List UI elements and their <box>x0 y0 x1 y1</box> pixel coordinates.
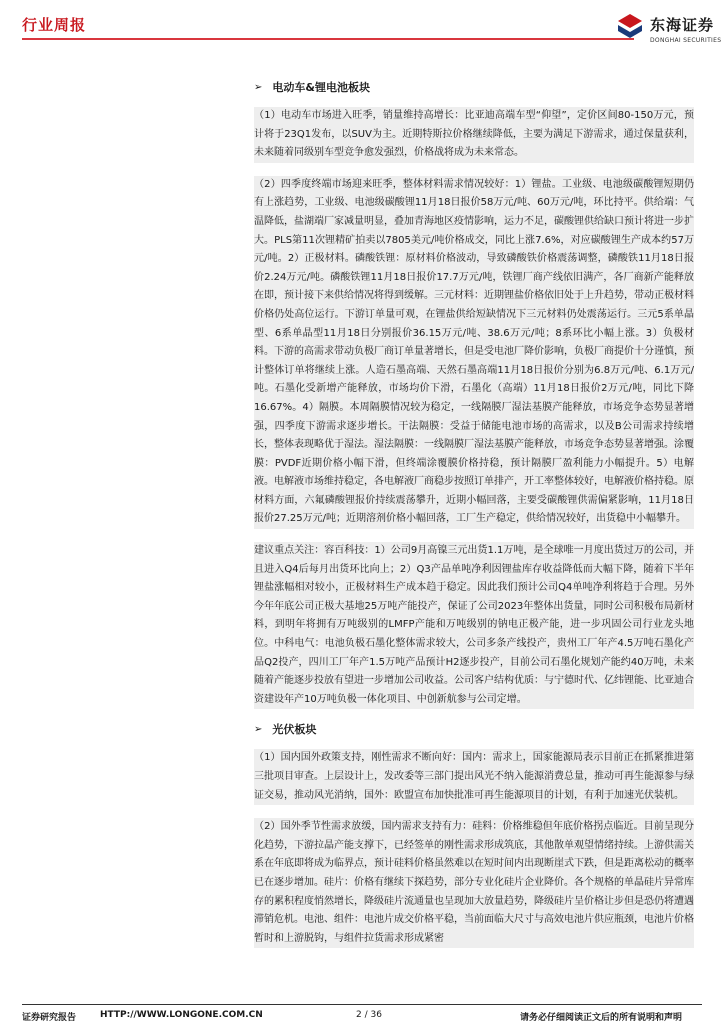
section-title-ev <box>254 80 694 95</box>
section-title-pv-text: 光伏板块 <box>272 723 317 737</box>
report-category-tag: 行业周报 <box>22 16 87 34</box>
arrow-bullet-icon: ➢ <box>254 82 263 93</box>
ev-paragraph-2: （2）四季度终端市场迎来旺季，整体材料需求情况较好：1）锂盐。工业级、电池级碳酸锂短期仍有上涨趋势，工业级、电池级碳酸锂11月18日报价58万元/吨、60万元/吨，环比持平。供给端：气温降低，盐湖端厂家减量明显，叠加青海地区疫情影响，运力不足，碳酸锂供给缺口预计将进一步扩大。PLS第11次锂精矿拍卖以7805美元/吨价格成交，同比上涨7.6%，对应碳酸锂生产成本约57万元/吨。2）正极材料。磷酸铁锂：原材料价格波动，导致磷酸铁价格震荡调整，磷酸铁11月18日报价2.24万元/吨。磷酸铁锂11月18日报价17.7万元/吨，铁锂厂商产线依旧满产，各厂商新产能释放在即，预计接下来供给情况将得到缓解。三元材料：近期锂盐价格依旧处于上升趋势，带动正极材料价格仍处高位运行。下游订单量可观，在锂盐供给短缺情况下三元材料仍处震荡运行。三元5系单晶型、6系单晶型11月18日分别报价36.15万元/吨、38.6万元/吨；8系环比小幅上涨。3）负极材料。下游的高需求带动负极厂商订单量著增长，但是受电池厂降价影响，负极厂商提价十分谨慎，预计整体订单将继续上涨。人造石墨高端、天然石墨高端11月18日报价分别为6.8万元/吨、6.1万元/吨。石墨化受新增产能释放，市场均价下滑，石墨化（高端）11月18日报价2万元/吨，同比下降16.67%。4）隔膜。本周隔膜情况较为稳定，一线隔膜厂湿法基膜产能释放，市场竞争态势显著增强，四季度下游需求逐步增长。干法隔膜：受益于储能电池市场的高需求，以及B公司需求持续增长，整体表现略优于湿法。湿法隔膜：一线隔膜厂湿法基膜产能释放，市场竞争态势显著增强。涂覆膜：PVDF近期价格小幅下滑，但终端涂覆膜价格持稳，预计隔膜厂盈利能力小幅提升。5）电解液。电解液市场维持稳定，各电解液厂商稳步按照订单排产，开工率整体较好，电解液价格持稳。原材料方面，六氟磷酸锂报价持续震荡攀升，近期小幅回落，主要受碳酸锂供需偏紧影响，11月18日报价27.25万元/吨；近期溶剂价格小幅回落，工厂生产稳定，供给情况较好，出货稳中小幅攀升。 <box>254 176 694 529</box>
main-content <box>254 80 694 953</box>
ev-paragraph-3: 建议重点关注：容百科技：1）公司9月高镍三元出货1.1万吨，是全球唯一月度出货过万的公司，并且进入Q4后每月出货环比向上；2）Q3产品单吨净利因锂盐库存收益降低而大幅下降，随着下半年锂盐涨幅相对较小，正极材料生产成本趋于稳定。因此我们预计公司Q4单吨净利将趋于合理。另外今年年底公司正极大基地25万吨产能投产，保证了公司2023年整体出货量，同时公司积极布局新材料，到明年将拥有万吨级别的LMFP产能和万吨级别的钠电正极产能，进一步巩固公司行业龙头地位。中科电气：电池负极石墨化整体需求较大，公司多条产线投产，贵州工厂年产4.5万吨石墨化产品Q2投产，四川工厂年产1.5万吨产品预计H2逐步投产，目前公司石墨化规划产能约40万吨，未来随着产能逐步投放有望进一步增加公司收益。公司客户结构优质：与宁德时代、亿纬锂能、比亚迪合资建设年产10万吨负极一体化项目、中创新航参与公司定增。 <box>254 542 694 709</box>
company-logo <box>650 10 722 46</box>
logo-name-en: DONGHAI SECURITIES <box>650 37 722 44</box>
pv-paragraph-2: （2）国外季节性需求放缓，国内需求支持有力：硅料：价格维稳但年底价格拐点临近。目前呈现分化趋势，下游拉晶产能支撑下，已经签单的刚性需求形成筑底，其他散单观望情绪持续。上游供需关系在年底即将成为临界点，预计硅料价格虽然难以在短时间内出现断崖式下跌，但是距离松动的概率已在逐步增加。硅片：价格有继续下探趋势，部分专业化硅片企业降价。各个规格的单晶硅片异常库存的累积程度悄然增长，降级硅片流通量也呈现加大放量趋势，降级硅片呈价格让步但是恐仍将遭遇滞销危机。电池、组件：电池片成交价格平稳，当前面临大尺寸与高效电池片供应瓶颈，电池片价格暂时和上游脱钩，与组件拉货需求形成紧密 <box>254 818 694 948</box>
pv-paragraph-1: （1）国内国外政策支持，刚性需求不断向好：国内：需求上，国家能源局表示目前正在抓紧推进第三批项目审查。上层设计上，发改委等三部门提出风光不纳入能源消费总量，推动可再生能源参与绿证交易，推动风光消纳，国外：欧盟宣布加快批准可再生能源项目的计划，有利于加速光伏装机。 <box>254 749 694 805</box>
footer-website-link[interactable]: HTTP://WWW.LONGONE.COM.CN <box>100 1010 263 1020</box>
logo-emblem-icon <box>614 12 646 42</box>
footer-report-type: 证券研究报告 <box>22 1013 77 1023</box>
footer-disclaimer: 请务必仔细阅读正文后的所有说明和声明 <box>520 1013 683 1023</box>
arrow-bullet-icon: ➢ <box>254 724 263 736</box>
logo-name-cn: 东海证券 <box>650 16 715 34</box>
header-divider <box>22 38 634 40</box>
section-title-pv <box>254 722 694 737</box>
section-title-ev-text: 电动车&锂电池板块 <box>272 81 370 94</box>
page-number: 2 / 36 <box>356 1010 382 1020</box>
ev-paragraph-1: （1）电动车市场进入旺季，销量维持高增长：比亚迪高端车型“仰望”，定价区间80-150万元，预计将于23Q1发布，以SUV为主。近期特斯拉价格继续降低，主要为满足下游需求，通过保量获利，未来随着同级别车型竞争愈发强烈，价格战将成为未来常态。 <box>254 107 694 163</box>
footer-divider <box>22 1004 702 1005</box>
